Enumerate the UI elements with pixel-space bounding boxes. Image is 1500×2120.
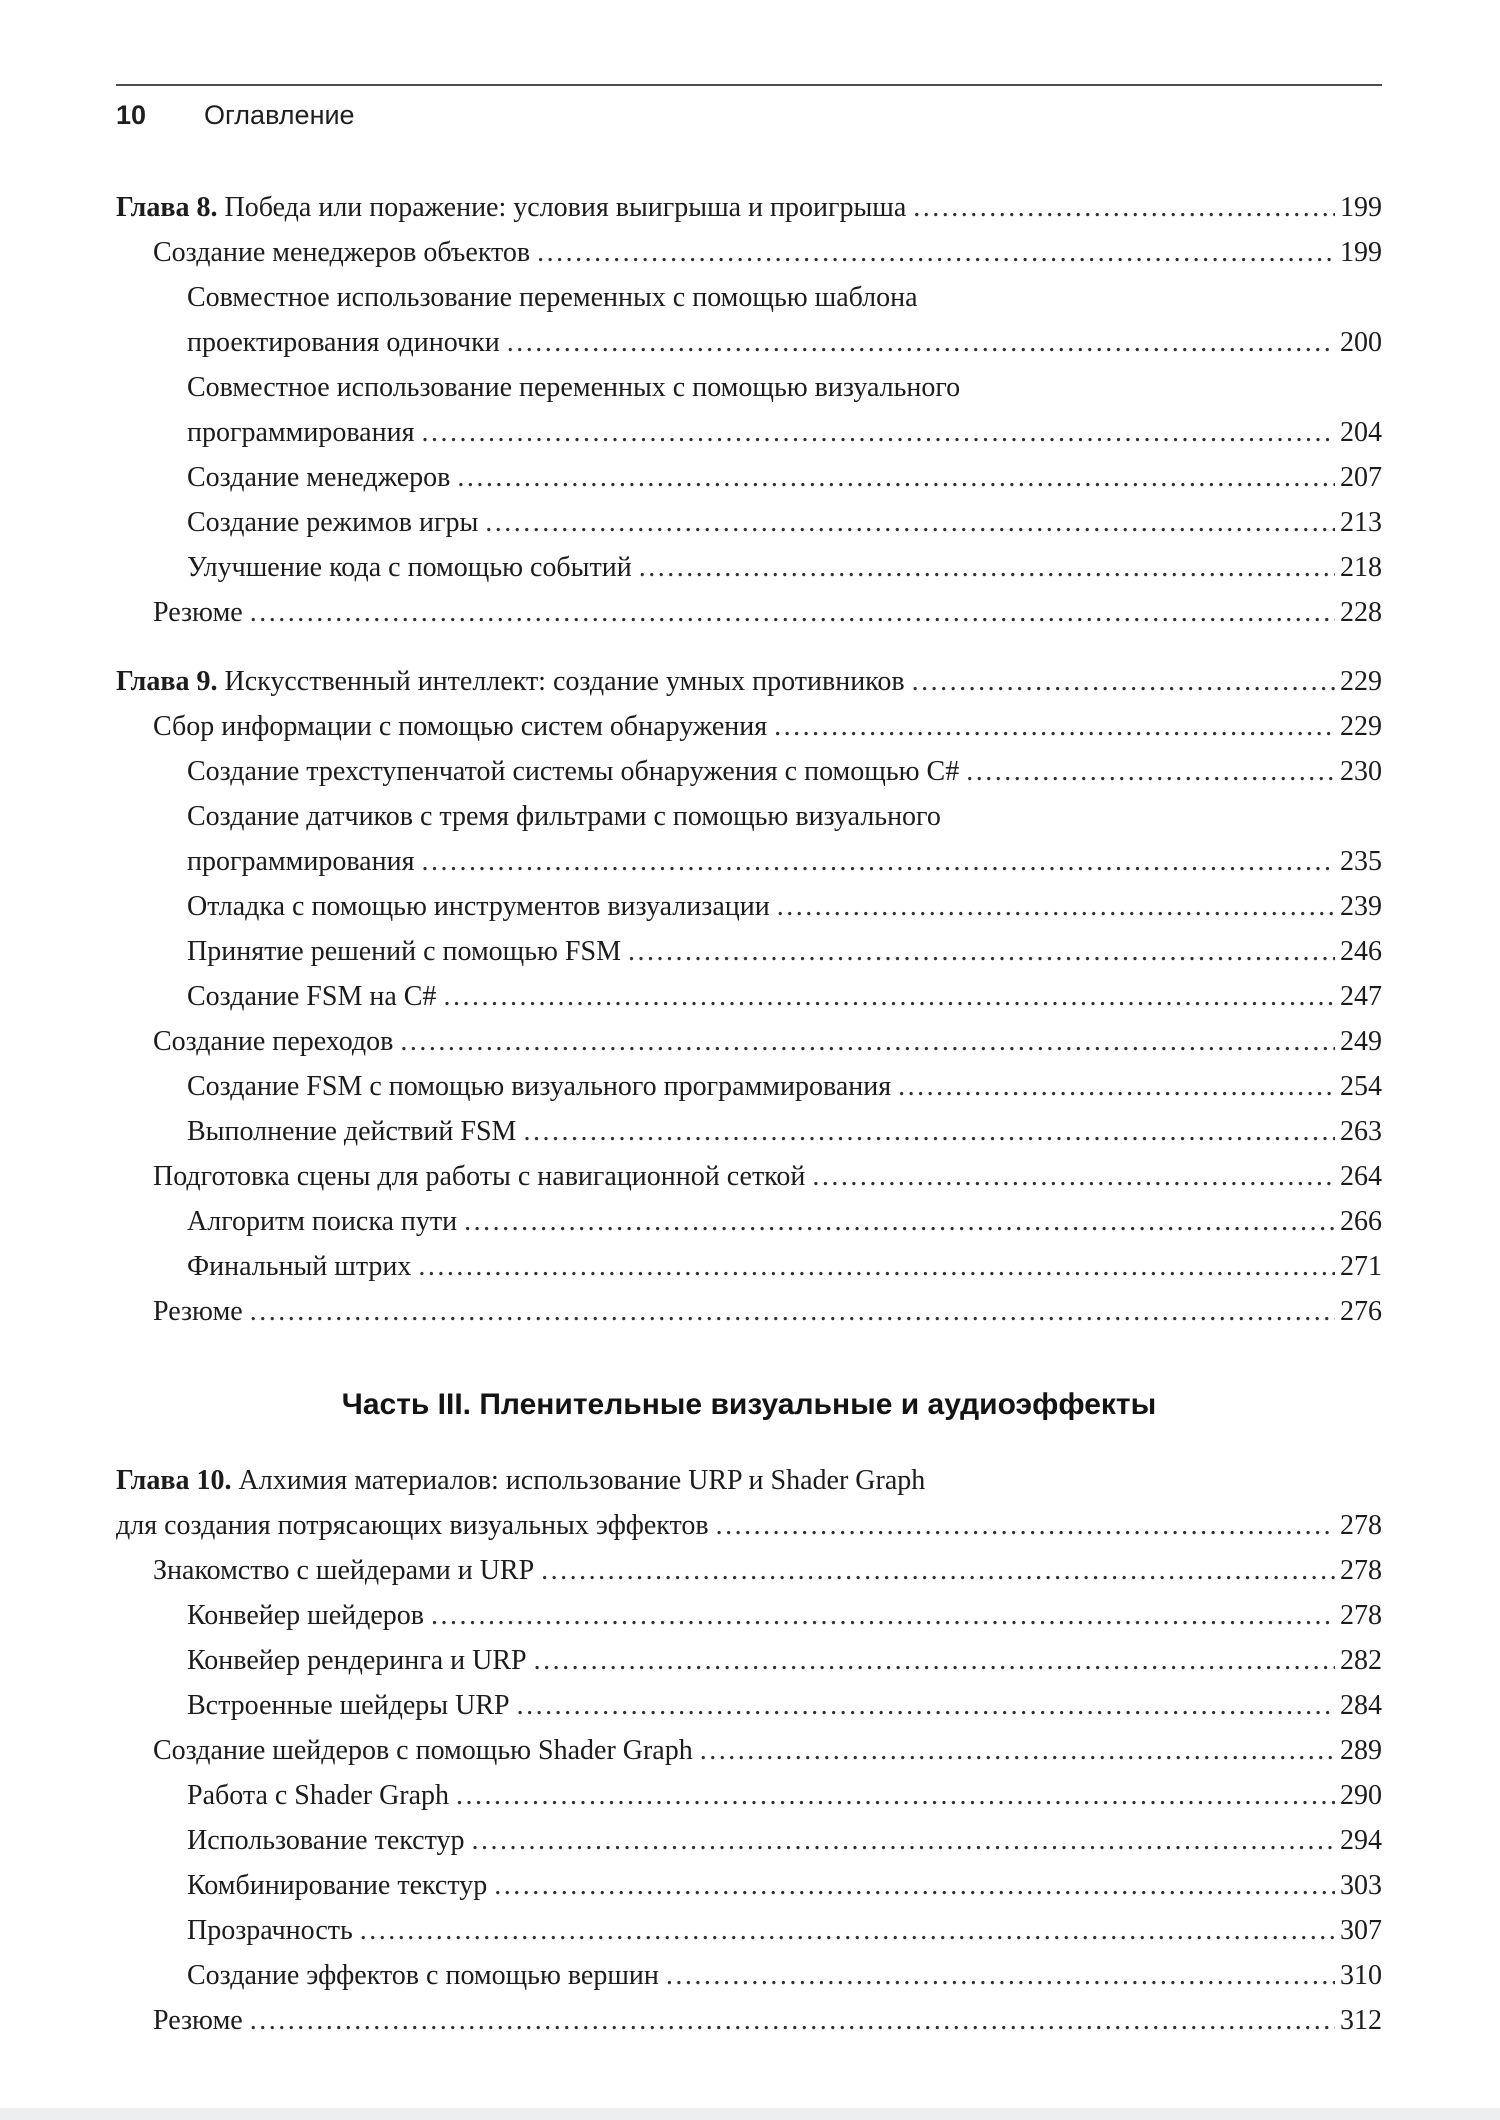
entry-line — [153, 230, 1382, 275]
dot-leader — [912, 659, 1335, 704]
entry-title: Совместное использование переменных с помощью визуального — [187, 372, 961, 403]
entry-page-number: 218 — [1340, 552, 1382, 583]
entry-page-number: 294 — [1340, 1825, 1382, 1856]
chapter-prefix: Глава 9. — [116, 666, 218, 697]
entry-page-number: 207 — [1340, 462, 1382, 493]
entry-line — [153, 1019, 1382, 1064]
entry-line — [187, 1908, 1382, 1953]
entry-title: Сбор информации с помощью систем обнаружения — [153, 711, 768, 742]
entry-page-number: 239 — [1340, 891, 1382, 922]
entry-line — [187, 1773, 1382, 1818]
entry-page-number: 228 — [1340, 597, 1382, 628]
entry-title: Встроенные шейдеры URP — [187, 1690, 510, 1721]
header-page-number: 10 — [116, 100, 147, 130]
toc-entry — [116, 659, 1382, 704]
entry-title: Отладка с помощью инструментов визуализации — [187, 891, 770, 922]
entry-title: программирования — [187, 417, 415, 448]
dot-leader — [523, 1109, 1335, 1154]
entry-title: Резюме — [153, 2005, 243, 2036]
toc-entry — [116, 230, 1382, 275]
entry-page-number: 290 — [1340, 1780, 1382, 1811]
entry-line — [187, 275, 1382, 320]
part-heading: Часть III. Пленительные визуальные и аудиоэффекты — [341, 1388, 1157, 1421]
entry-title: Использование текстур — [187, 1825, 465, 1856]
entry-title: Создание трехступенчатой системы обнаружения с помощью C# — [187, 756, 960, 787]
entry-page-number: 204 — [1340, 417, 1382, 448]
toc-entry — [116, 275, 1382, 365]
dot-leader — [639, 545, 1335, 590]
entry-line — [187, 929, 1382, 974]
toc-entry — [116, 704, 1382, 749]
entry-page-number: 235 — [1340, 846, 1382, 877]
entry-title: Создание переходов — [153, 1026, 394, 1057]
entry-line — [187, 794, 1382, 839]
toc-entry — [116, 1998, 1382, 2043]
entry-line — [153, 1548, 1382, 1593]
entry-page-number: 271 — [1340, 1251, 1382, 1282]
entry-title: Принятие решений с помощью FSM — [187, 936, 621, 967]
toc-entry — [116, 1289, 1382, 1334]
entry-line — [187, 749, 1382, 794]
entry-title: Конвейер шейдеров — [187, 1600, 425, 1631]
dot-leader — [418, 1244, 1335, 1289]
entry-page-number: 289 — [1340, 1735, 1382, 1766]
entry-title: Создание FSM с помощью визуального программирования — [187, 1071, 892, 1102]
chapter-prefix: Глава 10. — [116, 1465, 232, 1496]
entry-page-number: 246 — [1340, 936, 1382, 967]
entry-line — [187, 365, 1382, 410]
entry-page-number: 284 — [1340, 1690, 1382, 1721]
dot-leader — [537, 230, 1335, 275]
toc-list — [116, 185, 1382, 2043]
entry-title: Резюме — [153, 597, 243, 628]
header-title: Оглавление — [204, 100, 355, 130]
dot-leader — [716, 1503, 1335, 1548]
entry-line — [187, 1863, 1382, 1908]
entry-page-number: 229 — [1340, 666, 1382, 697]
entry-line — [187, 1818, 1382, 1863]
entry-title: Создание эффектов с помощью вершин — [187, 1960, 659, 1991]
entry-page-number: 278 — [1340, 1600, 1382, 1631]
entry-title: Создание менеджеров объектов — [153, 237, 531, 268]
toc-entry — [116, 794, 1382, 884]
entry-page-number: 249 — [1340, 1026, 1382, 1057]
dot-leader — [457, 455, 1335, 500]
entry-line — [187, 1593, 1382, 1638]
entry-page-number: 254 — [1340, 1071, 1382, 1102]
dot-leader — [250, 1998, 1335, 2043]
dot-leader — [812, 1154, 1335, 1199]
entry-title: Алгоритм поиска пути — [187, 1206, 458, 1237]
toc-entry — [116, 1728, 1382, 1773]
toc-entry — [116, 185, 1382, 230]
entry-line — [187, 884, 1382, 929]
entry-line — [187, 410, 1382, 455]
dot-leader — [517, 1683, 1335, 1728]
toc-entry — [116, 1908, 1382, 1953]
entry-line — [153, 1154, 1382, 1199]
entry-page-number: 230 — [1340, 756, 1382, 787]
entry-title: Выполнение действий FSM — [187, 1116, 517, 1147]
toc-entry — [116, 1593, 1382, 1638]
entry-title: Создание FSM на C# — [187, 981, 437, 1012]
toc-entry — [116, 1019, 1382, 1064]
toc-entry — [116, 1773, 1382, 1818]
entry-title: Глава 10. Алхимия материалов: использование URP и Shader Graph — [116, 1465, 926, 1496]
dot-leader — [700, 1728, 1335, 1773]
toc-entry — [116, 455, 1382, 500]
entry-title: Создание шейдеров с помощью Shader Graph — [153, 1735, 693, 1766]
entry-page-number: 310 — [1340, 1960, 1382, 1991]
dot-leader — [507, 320, 1335, 365]
entry-title: для создания потрясающих визуальных эффектов — [116, 1510, 709, 1541]
entry-title: Прозрачность — [187, 1915, 353, 1946]
dot-leader — [464, 1199, 1335, 1244]
entry-page-number: 307 — [1340, 1915, 1382, 1946]
entry-title: Улучшение кода с помощью событий — [187, 552, 632, 583]
entry-page-number: 278 — [1340, 1510, 1382, 1541]
toc-entry — [116, 1863, 1382, 1908]
dot-leader — [777, 884, 1335, 929]
entry-page-number: 200 — [1340, 327, 1382, 358]
dot-leader — [494, 1863, 1335, 1908]
toc-entry — [116, 1818, 1382, 1863]
dot-leader — [774, 704, 1335, 749]
dot-leader — [360, 1908, 1335, 1953]
toc-entry — [116, 1953, 1382, 1998]
entry-page-number: 276 — [1340, 1296, 1382, 1327]
entry-page-number: 229 — [1340, 711, 1382, 742]
dot-leader — [421, 410, 1335, 455]
entry-line — [187, 320, 1382, 365]
entry-title: Создание датчиков с тремя фильтрами с помощью визуального — [187, 801, 941, 832]
dot-leader — [456, 1773, 1335, 1818]
entry-page-number: 266 — [1340, 1206, 1382, 1237]
dot-leader — [421, 839, 1335, 884]
dot-leader — [400, 1019, 1335, 1064]
entry-line — [116, 659, 1382, 704]
toc-entry — [116, 1244, 1382, 1289]
entry-line — [187, 500, 1382, 545]
entry-line — [187, 1953, 1382, 1998]
entry-line — [187, 1199, 1382, 1244]
entry-title: Комбинирование текстур — [187, 1870, 488, 1901]
toc-entry — [116, 365, 1382, 455]
entry-line — [116, 1458, 1382, 1503]
toc-entry — [116, 1458, 1382, 1548]
toc-entry — [116, 974, 1382, 1019]
entry-title: Конвейер рендеринга и URP — [187, 1645, 527, 1676]
dot-leader — [628, 929, 1335, 974]
entry-line — [116, 185, 1382, 230]
toc-entry — [116, 1638, 1382, 1683]
entry-title: проектирования одиночки — [187, 327, 500, 358]
entry-line — [153, 704, 1382, 749]
entry-page-number: 199 — [1340, 237, 1382, 268]
dot-leader — [966, 749, 1335, 794]
entry-line — [187, 545, 1382, 590]
entry-title: Резюме — [153, 1296, 243, 1327]
page-bottom-edge — [0, 2108, 1500, 2120]
dot-leader — [250, 1289, 1335, 1334]
entry-line — [153, 590, 1382, 635]
toc-entry — [116, 500, 1382, 545]
entry-line — [187, 974, 1382, 1019]
toc-entry — [116, 1154, 1382, 1199]
entry-title: Финальный штрих — [187, 1251, 412, 1282]
entry-title: Глава 8. Победа или поражение: условия выигрыша и проигрыша — [116, 192, 907, 223]
toc-entry — [116, 545, 1382, 590]
dot-leader — [471, 1818, 1335, 1863]
dot-leader — [534, 1638, 1335, 1683]
dot-leader — [913, 185, 1335, 230]
entry-title: программирования — [187, 846, 415, 877]
entry-page-number: 312 — [1340, 2005, 1382, 2036]
toc-entry — [116, 1548, 1382, 1593]
entry-page-number: 264 — [1340, 1161, 1382, 1192]
entry-title: Подготовка сцены для работы с навигационной сеткой — [153, 1161, 806, 1192]
dot-leader — [666, 1953, 1335, 1998]
entry-title: Создание режимов игры — [187, 507, 479, 538]
dot-leader — [250, 590, 1335, 635]
toc-entry — [116, 590, 1382, 635]
entry-title: Совместное использование переменных с помощью шаблона — [187, 282, 918, 313]
toc-entry — [116, 1683, 1382, 1728]
entry-line — [187, 1244, 1382, 1289]
entry-line — [187, 1683, 1382, 1728]
toc-entry — [116, 1199, 1382, 1244]
entry-title: Глава 9. Искусственный интеллект: создание умных противников — [116, 666, 905, 697]
toc-entry — [116, 1109, 1382, 1154]
entry-title: Знакомство с шейдерами и URP — [153, 1555, 535, 1586]
entry-line — [187, 455, 1382, 500]
entry-page-number: 247 — [1340, 981, 1382, 1012]
entry-line — [116, 1503, 1382, 1548]
toc-entry — [116, 749, 1382, 794]
dot-leader — [431, 1593, 1335, 1638]
entry-line — [187, 1638, 1382, 1683]
dot-leader — [898, 1064, 1335, 1109]
entry-title: Создание менеджеров — [187, 462, 451, 493]
entry-line — [187, 1109, 1382, 1154]
dot-leader — [485, 500, 1335, 545]
entry-title: Работа с Shader Graph — [187, 1780, 450, 1811]
entry-page-number: 303 — [1340, 1870, 1382, 1901]
entry-page-number: 213 — [1340, 507, 1382, 538]
entry-page-number: 282 — [1340, 1645, 1382, 1676]
chapter-prefix: Глава 8. — [116, 192, 218, 223]
entry-line — [153, 1289, 1382, 1334]
entry-line — [153, 1728, 1382, 1773]
entry-page-number: 263 — [1340, 1116, 1382, 1147]
entry-page-number: 199 — [1340, 192, 1382, 223]
toc-entry — [116, 929, 1382, 974]
entry-line — [187, 1064, 1382, 1109]
entry-line — [153, 1998, 1382, 2043]
toc-entry — [116, 884, 1382, 929]
running-header — [116, 86, 1382, 131]
toc-entry — [116, 1064, 1382, 1109]
dot-leader — [443, 974, 1335, 1019]
entry-page-number: 278 — [1340, 1555, 1382, 1586]
dot-leader — [541, 1548, 1335, 1593]
entry-line — [187, 839, 1382, 884]
